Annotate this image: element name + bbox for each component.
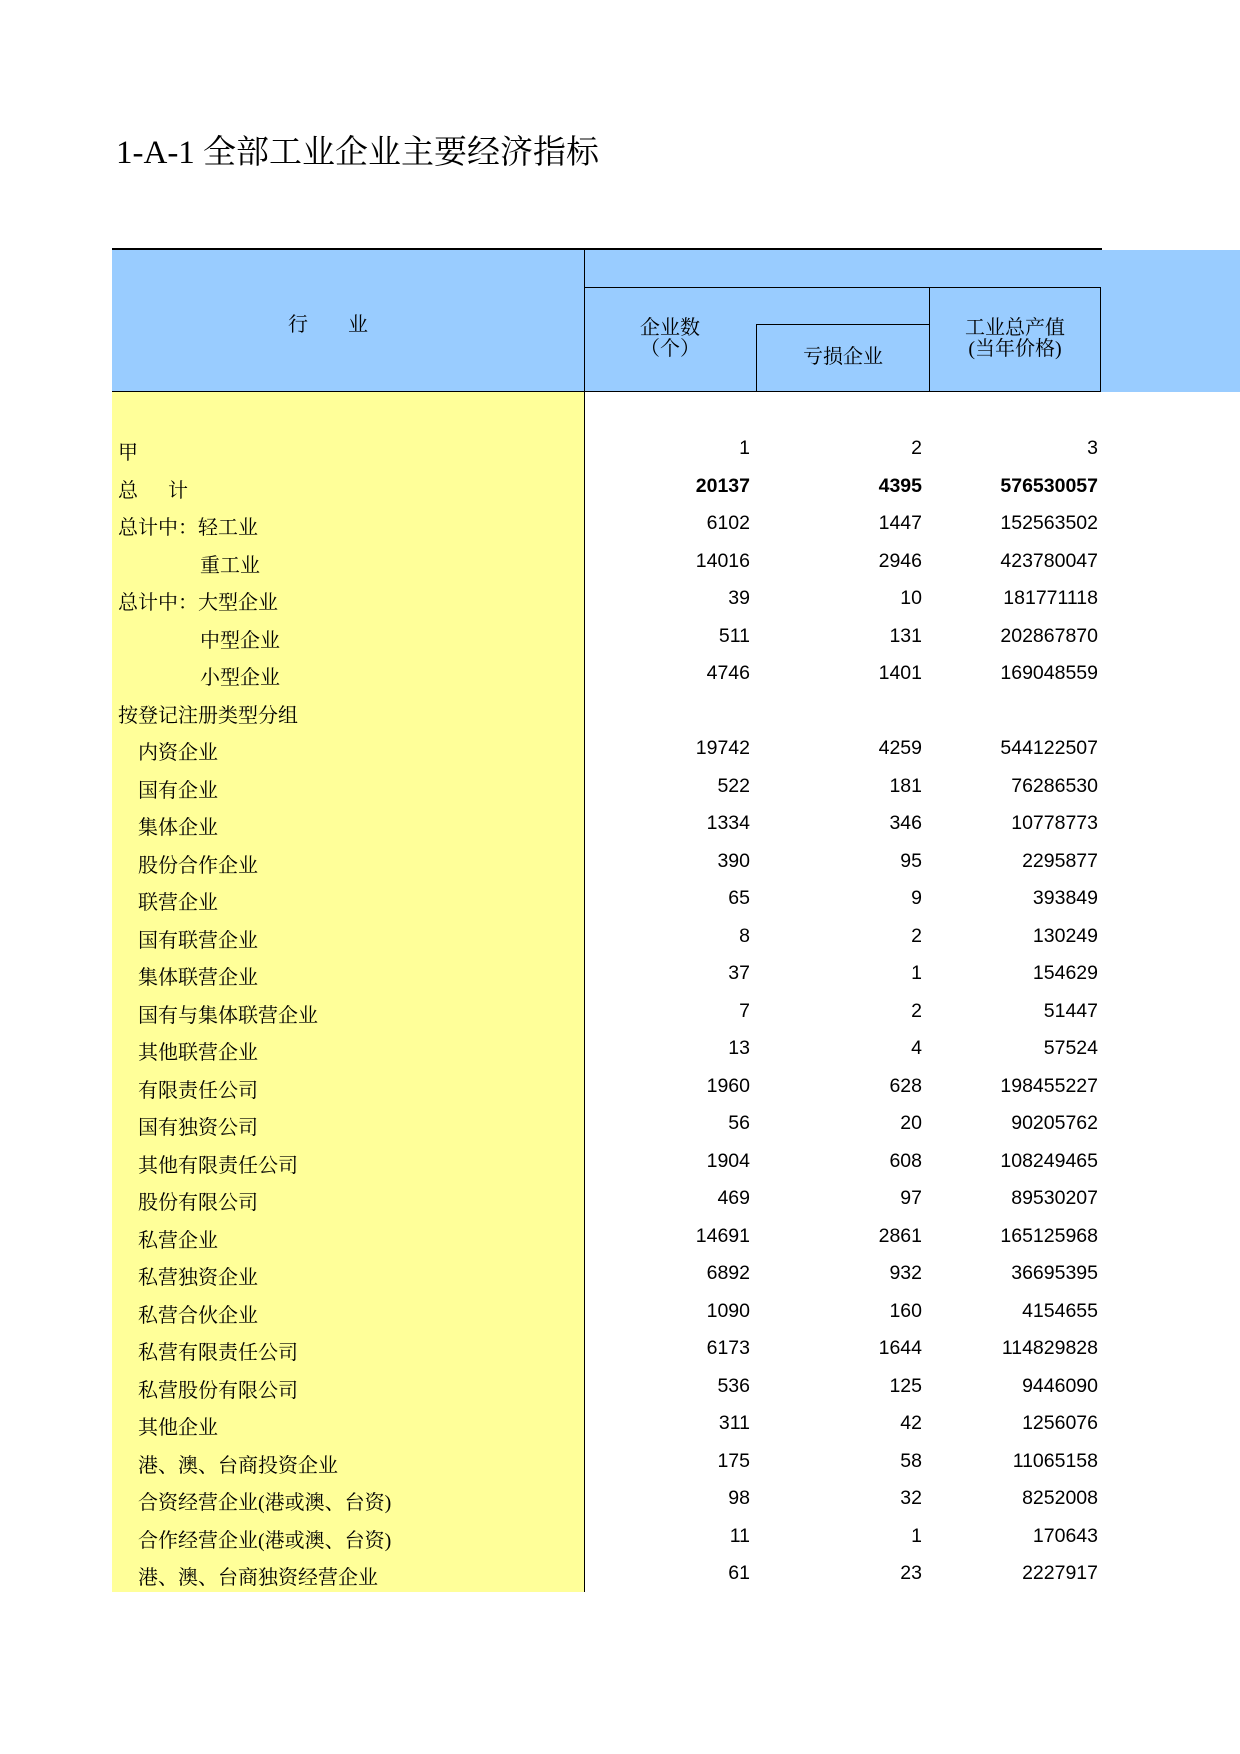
gross-output-cell: 108249465 — [1000, 1149, 1098, 1172]
loss-enterprise-cell: 1 — [911, 1524, 922, 1547]
loss-enterprise-cell: 23 — [900, 1562, 922, 1584]
gross-output-cell: 11065158 — [1012, 1449, 1098, 1472]
header-enterprise-count-line1: 企业数 — [640, 317, 700, 339]
gross-output-cell: 181771118 — [1003, 587, 1098, 609]
gross-output-cell: 3 — [1087, 437, 1098, 459]
loss-enterprise-cell: 2 — [911, 999, 922, 1022]
gross-output-cell: 544122507 — [1000, 737, 1098, 759]
row-label: 集体企业 — [138, 817, 218, 839]
loss-enterprise-cell: 1401 — [878, 662, 922, 684]
loss-enterprise-cell: 628 — [889, 1074, 922, 1097]
enterprise-count-cell: 8 — [739, 924, 750, 947]
table-row — [112, 1105, 1102, 1143]
table-body — [112, 430, 1102, 1593]
enterprise-count-cell: 11 — [729, 1524, 750, 1547]
table-row — [112, 693, 1102, 731]
gross-output-cell: 114829828 — [1001, 1337, 1098, 1359]
header-industry: 行业 — [288, 314, 408, 336]
row-label: 港、澳、台商独资经营企业 — [138, 1567, 378, 1589]
table-row — [112, 1030, 1102, 1068]
header-bottom-border — [112, 391, 1101, 392]
enterprise-count-cell: 7 — [739, 999, 750, 1022]
row-label: 港、澳、台商投资企业 — [138, 1454, 338, 1477]
table-row — [112, 1405, 1102, 1443]
gross-output-cell: 576530057 — [1000, 474, 1098, 497]
header-divider — [1100, 287, 1101, 392]
header-gross-output-line2: (当年价格) — [968, 338, 1062, 360]
gross-output-cell: 9446090 — [1022, 1374, 1098, 1397]
table-row — [112, 768, 1102, 806]
gross-output-cell: 57524 — [1043, 1037, 1098, 1059]
row-label: 国有联营企业 — [138, 929, 258, 952]
enterprise-count-cell: 311 — [718, 1412, 750, 1434]
table-row — [112, 1255, 1102, 1293]
loss-enterprise-cell: 181 — [889, 774, 922, 797]
table-row — [112, 730, 1102, 768]
table-row — [112, 1480, 1102, 1518]
table-row — [112, 1555, 1102, 1593]
enterprise-count-cell: 390 — [717, 849, 750, 872]
gross-output-cell: 2227917 — [1022, 1562, 1098, 1584]
row-label: 小型企业 — [200, 667, 280, 689]
loss-enterprise-cell: 160 — [889, 1299, 922, 1322]
header-enterprise-count — [585, 318, 755, 360]
header-gross-output — [930, 318, 1100, 360]
table-row — [112, 580, 1102, 618]
enterprise-count-cell: 1334 — [706, 812, 750, 834]
gross-output-cell: 2295877 — [1022, 849, 1098, 872]
page-title: 1-A-1 全部工业企业主要经济指标 — [116, 135, 600, 171]
table-row — [112, 468, 1102, 506]
gross-output-cell: 169048559 — [1000, 662, 1098, 684]
table-row — [112, 1330, 1102, 1368]
loss-enterprise-cell: 42 — [900, 1412, 922, 1434]
loss-enterprise-cell: 4395 — [878, 474, 922, 497]
table-row — [112, 618, 1102, 656]
enterprise-count-cell: 536 — [717, 1374, 750, 1397]
loss-enterprise-cell: 4259 — [878, 737, 922, 759]
loss-enterprise-cell: 2 — [911, 437, 922, 459]
gross-output-cell: 1256076 — [1022, 1412, 1098, 1434]
row-label: 私营合伙企业 — [138, 1304, 258, 1327]
loss-enterprise-cell: 1644 — [878, 1337, 922, 1359]
loss-enterprise-cell: 1447 — [878, 512, 922, 534]
row-label: 其他企业 — [138, 1417, 218, 1439]
table-row — [112, 543, 1102, 581]
loss-enterprise-cell: 20 — [900, 1112, 922, 1134]
row-label: 国有与集体联营企业 — [138, 1004, 318, 1027]
header-gross-output-line1: 工业总产值 — [965, 317, 1065, 339]
row-label: 股份合作企业 — [138, 854, 258, 877]
table-row — [112, 1068, 1102, 1106]
table-row — [112, 918, 1102, 956]
row-label: 集体联营企业 — [138, 967, 258, 989]
loss-enterprise-cell: 2 — [911, 924, 922, 947]
loss-enterprise-cell: 9 — [911, 887, 922, 909]
enterprise-count-cell: 65 — [728, 887, 750, 909]
table-row — [112, 655, 1102, 693]
table-row — [112, 993, 1102, 1031]
gross-output-cell: 10778773 — [1011, 812, 1098, 834]
table-row — [112, 1218, 1102, 1256]
enterprise-count-cell: 56 — [728, 1112, 750, 1134]
loss-enterprise-cell: 32 — [900, 1487, 922, 1509]
row-label: 其他有限责任公司 — [138, 1154, 298, 1177]
row-label: 总计 — [118, 479, 218, 502]
enterprise-count-cell: 19742 — [695, 737, 750, 759]
gross-output-cell: 76286530 — [1011, 774, 1098, 797]
header-loss-enterprises: 亏损企业 — [803, 346, 883, 368]
header-divider — [756, 324, 929, 325]
loss-enterprise-cell: 608 — [889, 1149, 922, 1172]
enterprise-count-cell: 98 — [728, 1487, 750, 1509]
loss-enterprise-cell: 58 — [900, 1449, 922, 1472]
gross-output-cell: 152563502 — [1000, 512, 1098, 534]
enterprise-count-cell: 4746 — [706, 662, 750, 684]
gross-output-cell: 393849 — [1032, 887, 1098, 909]
row-label: 甲 — [118, 442, 138, 464]
row-label: 重工业 — [200, 554, 260, 577]
row-label: 私营企业 — [138, 1229, 218, 1252]
header-divider — [584, 287, 1101, 288]
loss-enterprise-cell: 2861 — [878, 1224, 922, 1247]
enterprise-count-cell: 6173 — [706, 1337, 750, 1359]
gross-output-cell: 8252008 — [1022, 1487, 1098, 1509]
enterprise-count-cell: 469 — [717, 1187, 750, 1209]
gross-output-cell: 198455227 — [1000, 1074, 1098, 1097]
enterprise-count-cell: 511 — [718, 624, 750, 647]
table-row — [112, 843, 1102, 881]
gross-output-cell: 90205762 — [1011, 1112, 1098, 1134]
enterprise-count-cell: 6892 — [706, 1262, 750, 1284]
row-label: 其他联营企业 — [138, 1042, 258, 1064]
row-label: 按登记注册类型分组 — [118, 704, 298, 727]
row-label: 合资经营企业(港或澳、台资) — [138, 1492, 392, 1514]
gross-output-cell: 4154655 — [1022, 1299, 1098, 1322]
table-row — [112, 955, 1102, 993]
enterprise-count-cell: 37 — [728, 962, 750, 984]
table-row — [112, 430, 1102, 468]
row-label: 内资企业 — [138, 742, 218, 764]
row-label: 合作经营企业(港或澳、台资) — [138, 1529, 392, 1552]
loss-enterprise-cell: 131 — [889, 624, 922, 647]
row-label: 股份有限公司 — [138, 1192, 258, 1214]
gross-output-cell: 89530207 — [1011, 1187, 1098, 1209]
loss-enterprise-cell: 125 — [889, 1374, 922, 1397]
gross-output-cell: 36695395 — [1011, 1262, 1098, 1284]
loss-enterprise-cell: 932 — [889, 1262, 922, 1284]
row-label: 私营股份有限公司 — [138, 1379, 298, 1402]
table-row — [112, 805, 1102, 843]
row-label: 总计中：大型企业 — [118, 592, 278, 614]
table-row — [112, 1293, 1102, 1331]
table-row — [112, 1368, 1102, 1406]
table-row — [112, 505, 1102, 543]
table-row — [112, 1180, 1102, 1218]
loss-enterprise-cell: 97 — [900, 1187, 922, 1209]
table-row — [112, 1518, 1102, 1556]
enterprise-count-cell: 13 — [728, 1037, 750, 1059]
enterprise-count-cell: 20137 — [695, 474, 750, 497]
enterprise-count-cell: 1090 — [706, 1299, 750, 1322]
row-label: 国有独资公司 — [138, 1117, 258, 1139]
gross-output-cell: 51447 — [1043, 999, 1098, 1022]
gross-output-cell: 202867870 — [1000, 624, 1098, 647]
loss-enterprise-cell: 1 — [911, 962, 922, 984]
gross-output-cell: 154629 — [1032, 962, 1098, 984]
gross-output-cell: 130249 — [1032, 924, 1098, 947]
table-row — [112, 1143, 1102, 1181]
loss-enterprise-cell: 2946 — [878, 549, 922, 572]
row-label: 私营独资企业 — [138, 1267, 258, 1289]
enterprise-count-cell: 522 — [717, 774, 750, 797]
loss-enterprise-cell: 4 — [911, 1037, 922, 1059]
enterprise-count-cell: 6102 — [706, 512, 750, 534]
row-label: 中型企业 — [200, 629, 280, 652]
table-row — [112, 880, 1102, 918]
enterprise-count-cell: 1904 — [706, 1149, 750, 1172]
enterprise-count-cell: 39 — [728, 587, 750, 609]
gross-output-cell: 423780047 — [1000, 549, 1098, 572]
row-label: 联营企业 — [138, 892, 218, 914]
enterprise-count-cell: 14016 — [695, 549, 750, 572]
gross-output-cell: 170643 — [1032, 1524, 1098, 1547]
header-enterprise-count-line2: （个） — [640, 338, 700, 360]
enterprise-count-cell: 1 — [739, 437, 750, 459]
enterprise-count-cell: 61 — [728, 1562, 750, 1584]
loss-enterprise-cell: 95 — [900, 849, 922, 872]
row-label: 有限责任公司 — [138, 1079, 258, 1102]
loss-enterprise-cell: 346 — [889, 812, 922, 834]
enterprise-count-cell: 1960 — [706, 1074, 750, 1097]
loss-enterprise-cell: 10 — [900, 587, 922, 609]
enterprise-count-cell: 175 — [717, 1449, 750, 1472]
row-label: 总计中：轻工业 — [118, 517, 258, 539]
enterprise-count-cell: 14691 — [695, 1224, 750, 1247]
row-label: 国有企业 — [138, 779, 218, 802]
row-label: 私营有限责任公司 — [138, 1342, 298, 1364]
gross-output-cell: 165125968 — [1000, 1224, 1098, 1247]
table-row — [112, 1443, 1102, 1481]
